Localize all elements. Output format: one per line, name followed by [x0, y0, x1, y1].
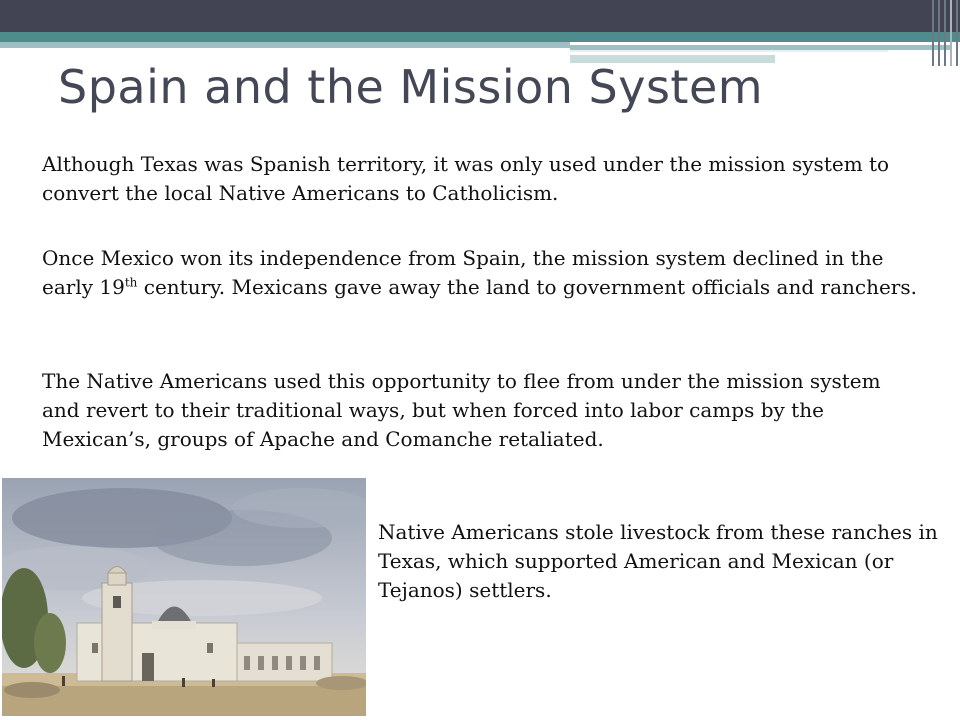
- paragraph-1: Although Texas was Spanish territory, it was only used under the mission system to convert the local Native Americans to Catholicism.: [42, 152, 890, 205]
- paragraph-2: [42, 244, 922, 302]
- slide-title: Spain and the Mission System: [58, 60, 764, 114]
- header-bar-teal: [0, 32, 960, 42]
- paragraph-2-text-a: Once Mexico won its independence from Spain, the mission system declined in the early 19: [42, 246, 884, 299]
- image-caption: Native Americans stole livestock from these ranches in Texas, which supported American and Mexican (or Tejanos) settlers.: [378, 520, 938, 602]
- paragraph-3: The Native Americans used this opportunity to flee from under the mission system and revert to their traditional ways, but when forced into labor camps by the Mexican’s, groups of Apache and Comanche retaliated.: [42, 369, 881, 451]
- mission-painting: [2, 478, 366, 716]
- superscript-th: th: [124, 275, 138, 290]
- paragraph-2-text-b: century. Mexicans gave away the land to government officials and ranchers.: [137, 275, 917, 299]
- header-accent-line: [570, 50, 888, 52]
- header-bar-light: [0, 42, 570, 48]
- header-bar-dark: [0, 0, 960, 32]
- header-edge-lines: [930, 0, 960, 66]
